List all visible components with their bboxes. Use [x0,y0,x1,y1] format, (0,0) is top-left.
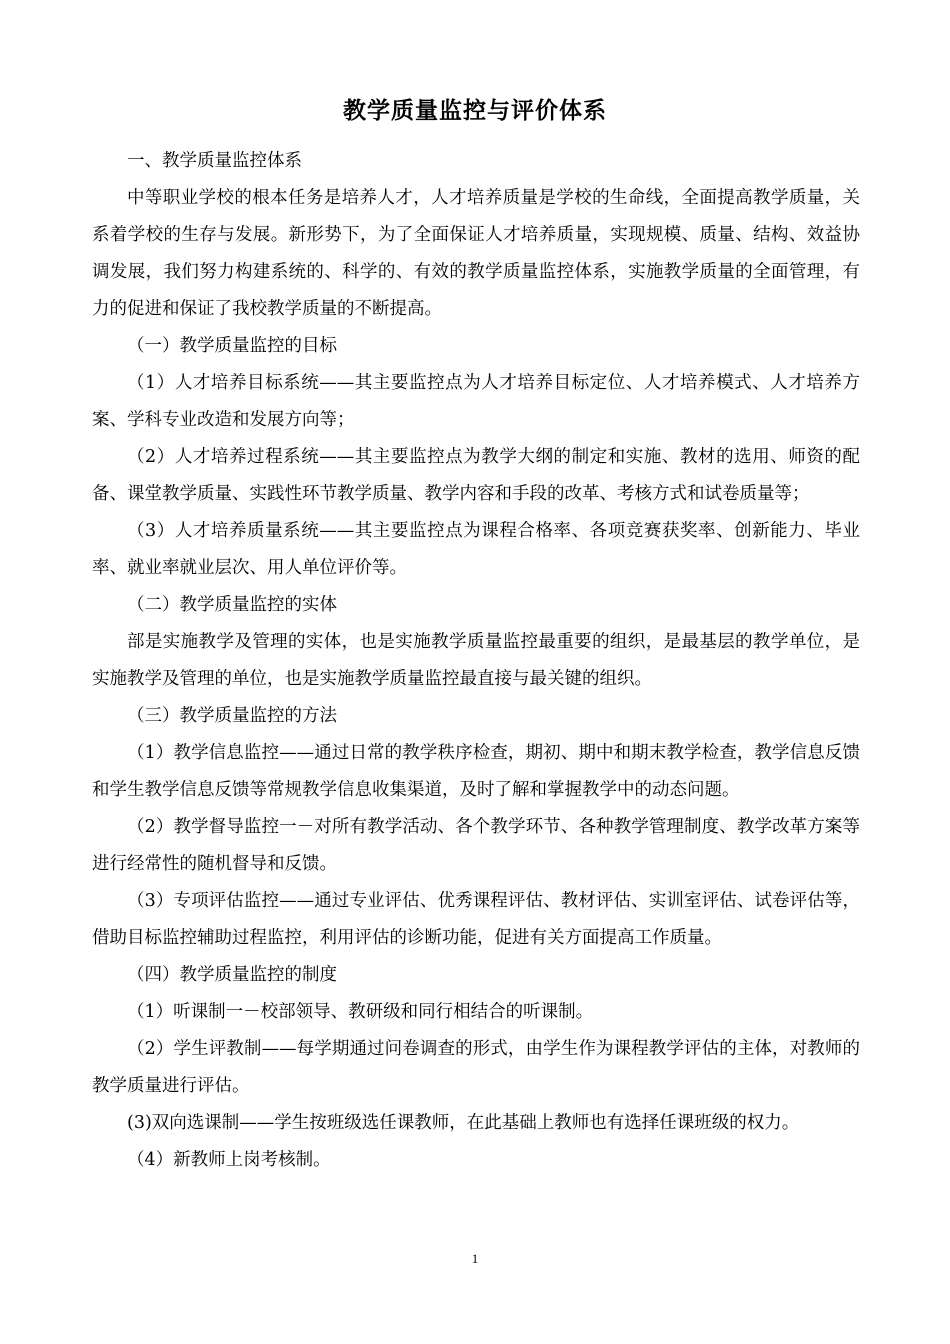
subsection-heading: （一）教学质量监控的目标 [127,336,337,356]
document-title: 教学质量监控与评价体系 [343,98,607,124]
list-item: (3)双向选课制——学生按班级选任课教师，在此基础上教师也有选择任课班级的权力。 [127,1113,800,1133]
page-number: 1 [471,1251,479,1266]
list-item: （3）人才培养质量系统——其主要监控点为课程合格率、各项竞赛获奖率、创新能力、毕业率、就业率就业层次、用人单位评价等。 [92,521,860,578]
list-item: （2）人才培养过程系统——其主要监控点为教学大纲的制定和实施、教材的选用、师资的配备、课堂教学质量、实践性环节教学质量、教学内容和手段的改革、考核方式和试卷质量等； [92,447,860,504]
list-item: （1）听课制一－校部领导、教研级和同行相结合的听课制。 [127,1002,594,1022]
body-paragraph: 中等职业学校的根本任务是培养人才，人才培养质量是学校的生命线，全面提高教学质量，关系着学校的生存与发展。新形势下，为了全面保证人才培养质量，实现规模、质量、结构、效益协调发展，我们努力构建系统的、科学的、有效的教学质量监控体系，实施教学质量的全面管理，有力的促进和保证了我校教学质量的不断提高。 [92,188,860,319]
list-item: （1）教学信息监控——通过日常的教学秩序检查，期初、期中和期末教学检查，教学信息反馈和学生教学信息反馈等常规教学信息收集渠道，及时了解和掌握教学中的动态问题。 [92,743,860,800]
subsection-heading: （二）教学质量监控的实体 [127,595,337,615]
subsection-heading: （三）教学质量监控的方法 [127,706,337,726]
list-item: （3）专项评估监控——通过专业评估、优秀课程评估、教材评估、实训室评估、试卷评估等，借助目标监控辅助过程监控，利用评估的诊断功能，促进有关方面提高工作质量。 [92,891,860,948]
section-heading: 一、教学质量监控体系 [127,151,302,171]
list-item: （1）人才培养目标系统——其主要监控点为人才培养目标定位、人才培养模式、人才培养方案、学科专业改造和发展方向等； [92,373,860,430]
document-body [92,143,860,1179]
list-item: （2）学生评教制——每学期通过问卷调查的形式，由学生作为课程教学评估的主体，对教师的教学质量进行评估。 [92,1039,860,1096]
body-paragraph: 部是实施教学及管理的实体，也是实施教学质量监控最重要的组织，是最基层的教学单位，是实施教学及管理的单位，也是实施教学质量监控最直接与最关键的组织。 [92,632,860,689]
subsection-heading: （四）教学质量监控的制度 [127,965,337,985]
list-item: （2）教学督导监控一－对所有教学活动、各个教学环节、各种教学管理制度、教学改革方案等进行经常性的随机督导和反馈。 [92,817,860,874]
list-item: （4）新教师上岗考核制。 [127,1150,331,1170]
